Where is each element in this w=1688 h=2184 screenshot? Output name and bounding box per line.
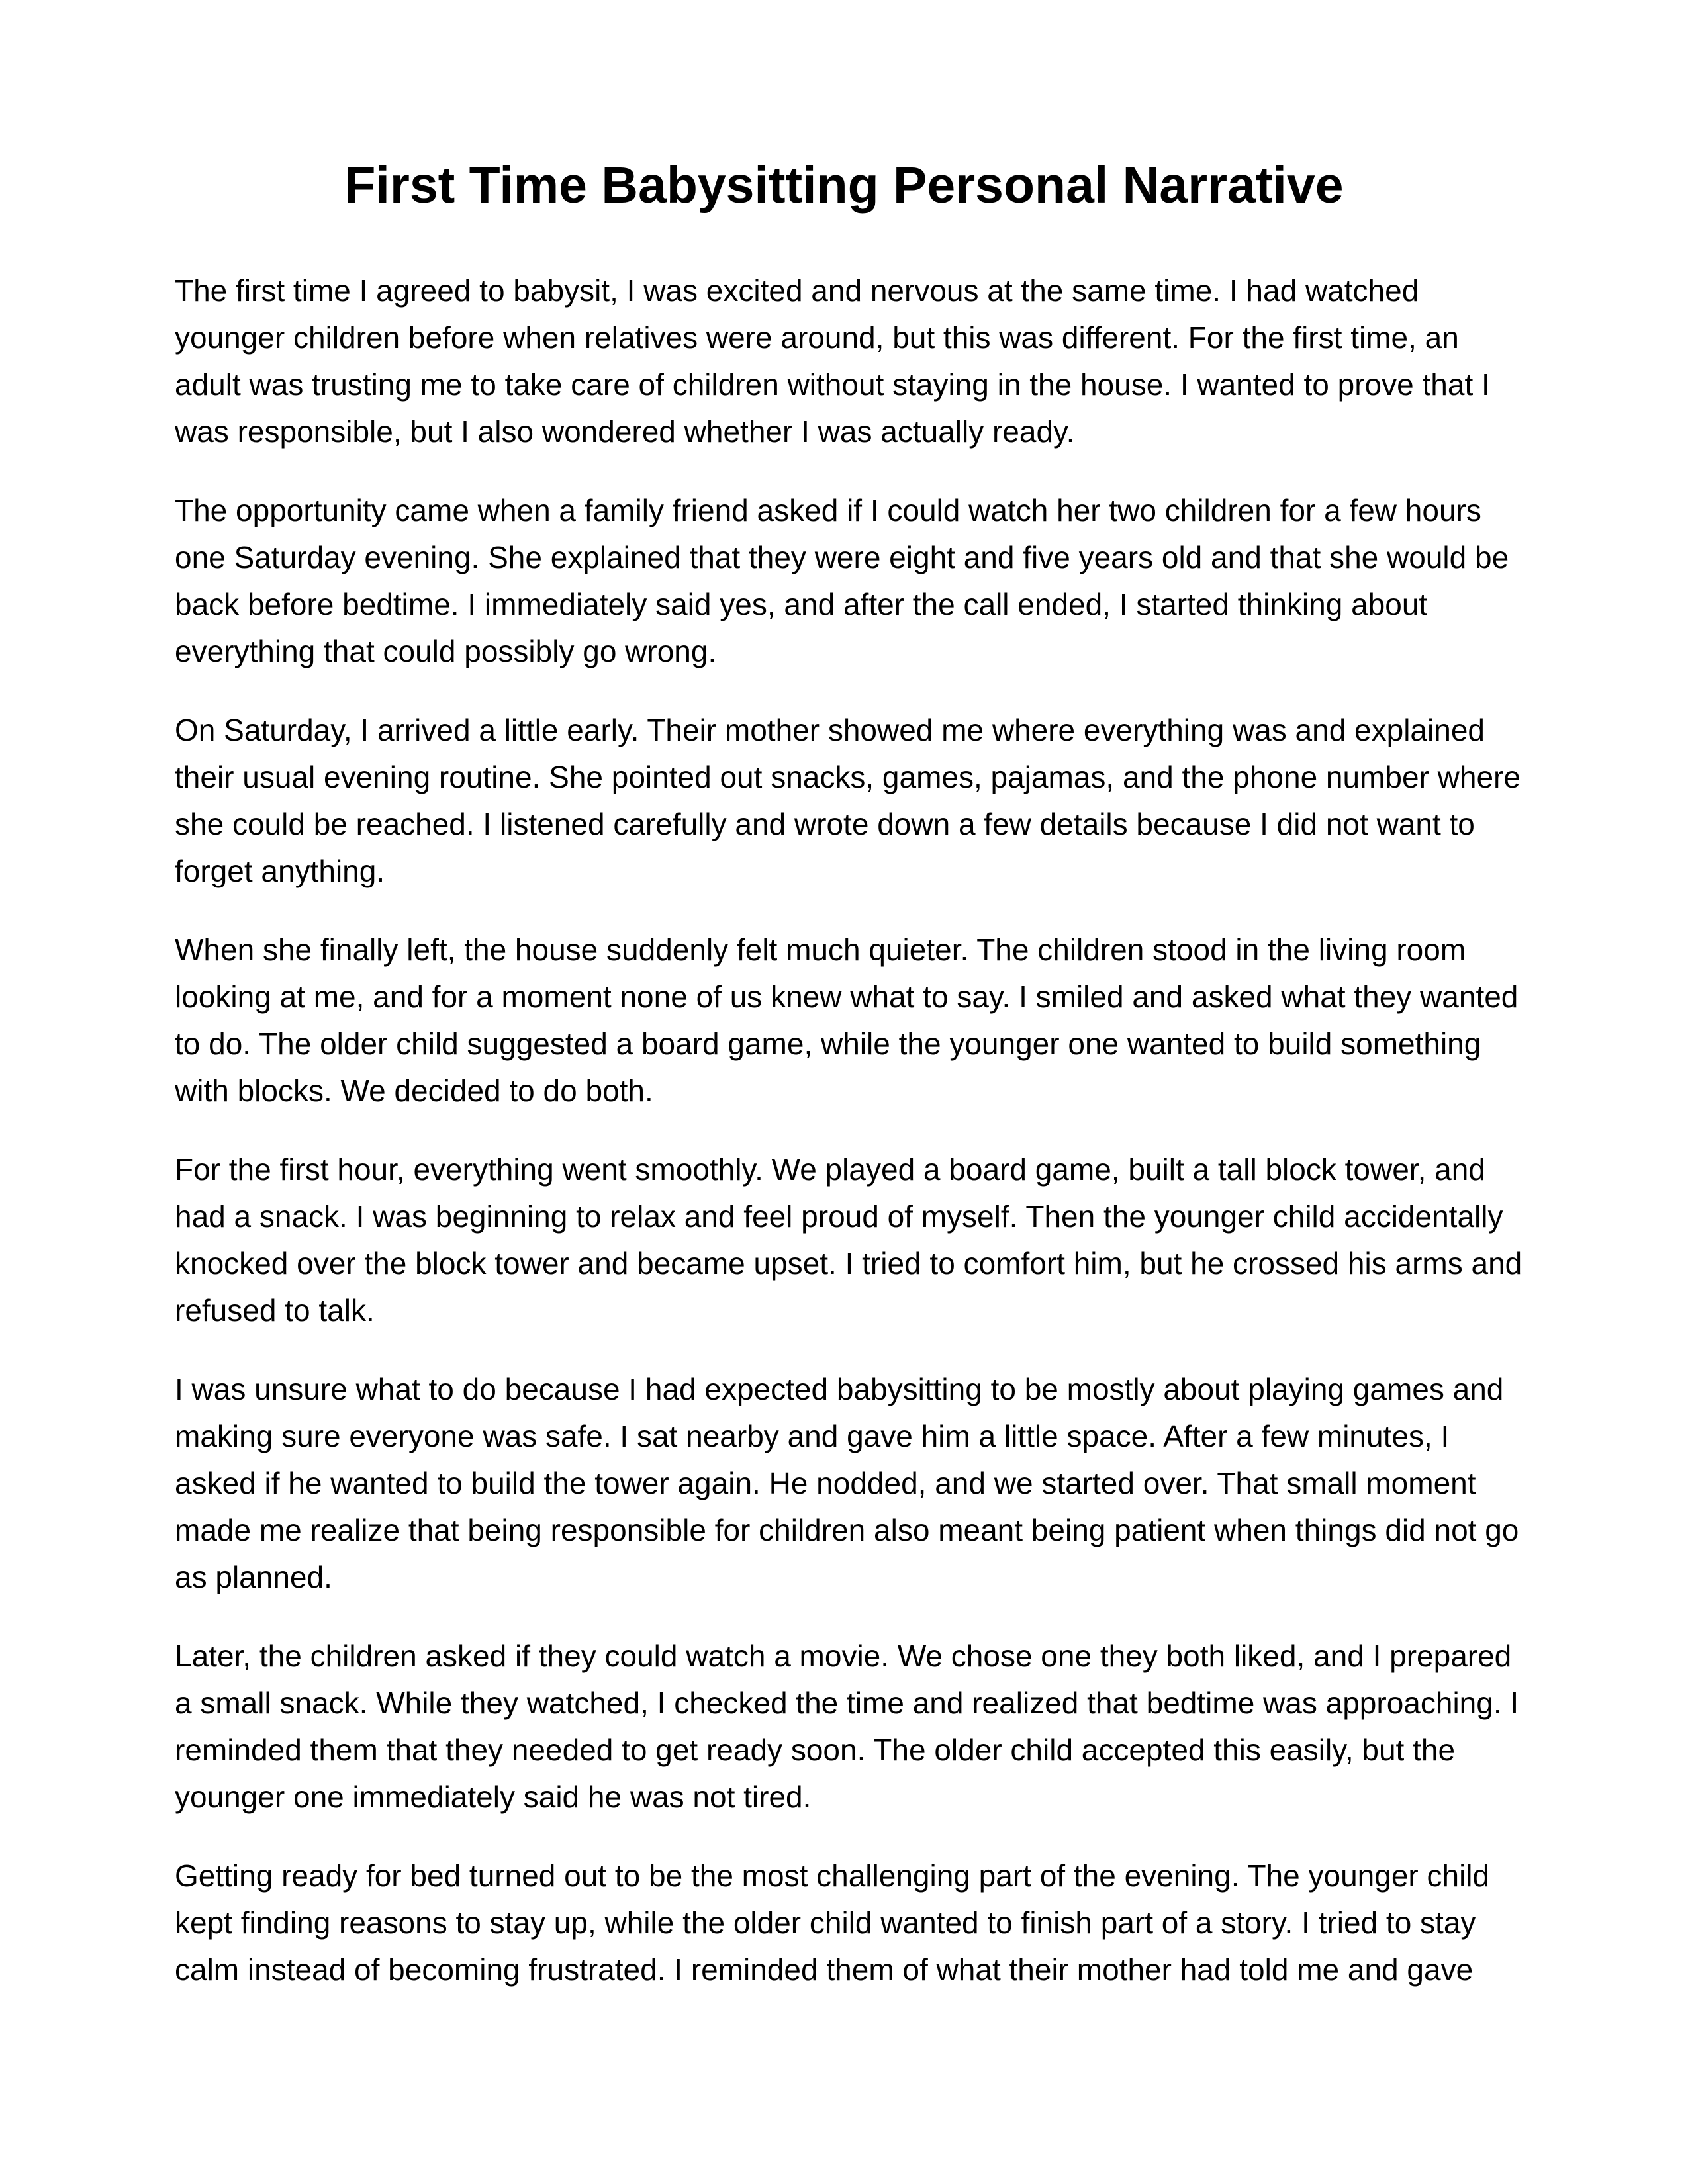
paragraph bbox=[175, 707, 1525, 895]
text-line: When she finally left, the house suddenly felt much quieter. The children stood in the living room bbox=[175, 933, 1466, 967]
text-line: The first time I agreed to babysit, I was excited and nervous at the same time. I had watched bbox=[175, 273, 1419, 308]
paragraph bbox=[175, 1852, 1525, 1993]
text-line: their usual evening routine. She pointed out snacks, games, pajamas, and the phone number where bbox=[175, 760, 1521, 794]
text-line: everything that could possibly go wrong. bbox=[175, 634, 717, 668]
text-line: asked if he wanted to build the tower again. He nodded, and we started over. That small moment bbox=[175, 1466, 1476, 1500]
text-line: The opportunity came when a family friend asked if I could watch her two children for a few hours bbox=[175, 493, 1481, 527]
text-line: knocked over the block tower and became upset. I tried to comfort him, but he crossed his arms and bbox=[175, 1246, 1523, 1281]
text-line: younger children before when relatives were around, but this was different. For the first time, an bbox=[175, 320, 1459, 355]
text-line: On Saturday, I arrived a little early. Their mother showed me where everything was and explained bbox=[175, 713, 1485, 747]
paragraph bbox=[175, 927, 1525, 1115]
text-line: looking at me, and for a moment none of us knew what to say. I smiled and asked what they wanted bbox=[175, 979, 1519, 1014]
document-body bbox=[175, 267, 1525, 2025]
text-line: one Saturday evening. She explained that they were eight and five years old and that she would be bbox=[175, 540, 1509, 574]
text-line: she could be reached. I listened carefully and wrote down a few details because I did not want to bbox=[175, 807, 1475, 841]
paragraph bbox=[175, 267, 1525, 455]
paragraph bbox=[175, 1633, 1525, 1821]
text-line: Getting ready for bed turned out to be the most challenging part of the evening. The younger child bbox=[175, 1858, 1490, 1893]
text-line: back before bedtime. I immediately said yes, and after the call ended, I started thinking about bbox=[175, 587, 1428, 621]
text-line: calm instead of becoming frustrated. I reminded them of what their mother had told me and gave bbox=[175, 1952, 1474, 1987]
text-line: to do. The older child suggested a board game, while the younger one wanted to build something bbox=[175, 1026, 1481, 1061]
text-line: younger one immediately said he was not tired. bbox=[175, 1780, 812, 1814]
text-line: forget anything. bbox=[175, 854, 385, 888]
text-line: with blocks. We decided to do both. bbox=[175, 1073, 653, 1108]
paragraph bbox=[175, 1366, 1525, 1601]
text-line: made me realize that being responsible for children also meant being patient when things did not go bbox=[175, 1513, 1519, 1547]
text-line: adult was trusting me to take care of children without staying in the house. I wanted to prove that I bbox=[175, 367, 1490, 402]
paragraph bbox=[175, 1146, 1525, 1334]
text-line: a small snack. While they watched, I checked the time and realized that bedtime was approaching. I bbox=[175, 1686, 1519, 1720]
text-line: I was unsure what to do because I had expected babysitting to be mostly about playing games and bbox=[175, 1372, 1504, 1406]
text-line: refused to talk. bbox=[175, 1293, 375, 1328]
text-line: as planned. bbox=[175, 1560, 332, 1594]
document-title: First Time Babysitting Personal Narrative bbox=[344, 157, 1344, 214]
paragraph bbox=[175, 487, 1525, 675]
text-line: making sure everyone was safe. I sat nearby and gave him a little space. After a few minutes, I bbox=[175, 1419, 1450, 1453]
text-line: For the first hour, everything went smoothly. We played a board game, built a tall block tower, and bbox=[175, 1152, 1485, 1187]
text-line: reminded them that they needed to get ready soon. The older child accepted this easily, but the bbox=[175, 1733, 1456, 1767]
text-line: Later, the children asked if they could watch a movie. We chose one they both liked, and I prepared bbox=[175, 1639, 1512, 1673]
text-line: had a snack. I was beginning to relax and feel proud of myself. Then the younger child accidentally bbox=[175, 1199, 1503, 1234]
text-line: kept finding reasons to stay up, while the older child wanted to finish part of a story. I tried to stay bbox=[175, 1905, 1476, 1940]
text-line: was responsible, but I also wondered whether I was actually ready. bbox=[175, 414, 1075, 449]
